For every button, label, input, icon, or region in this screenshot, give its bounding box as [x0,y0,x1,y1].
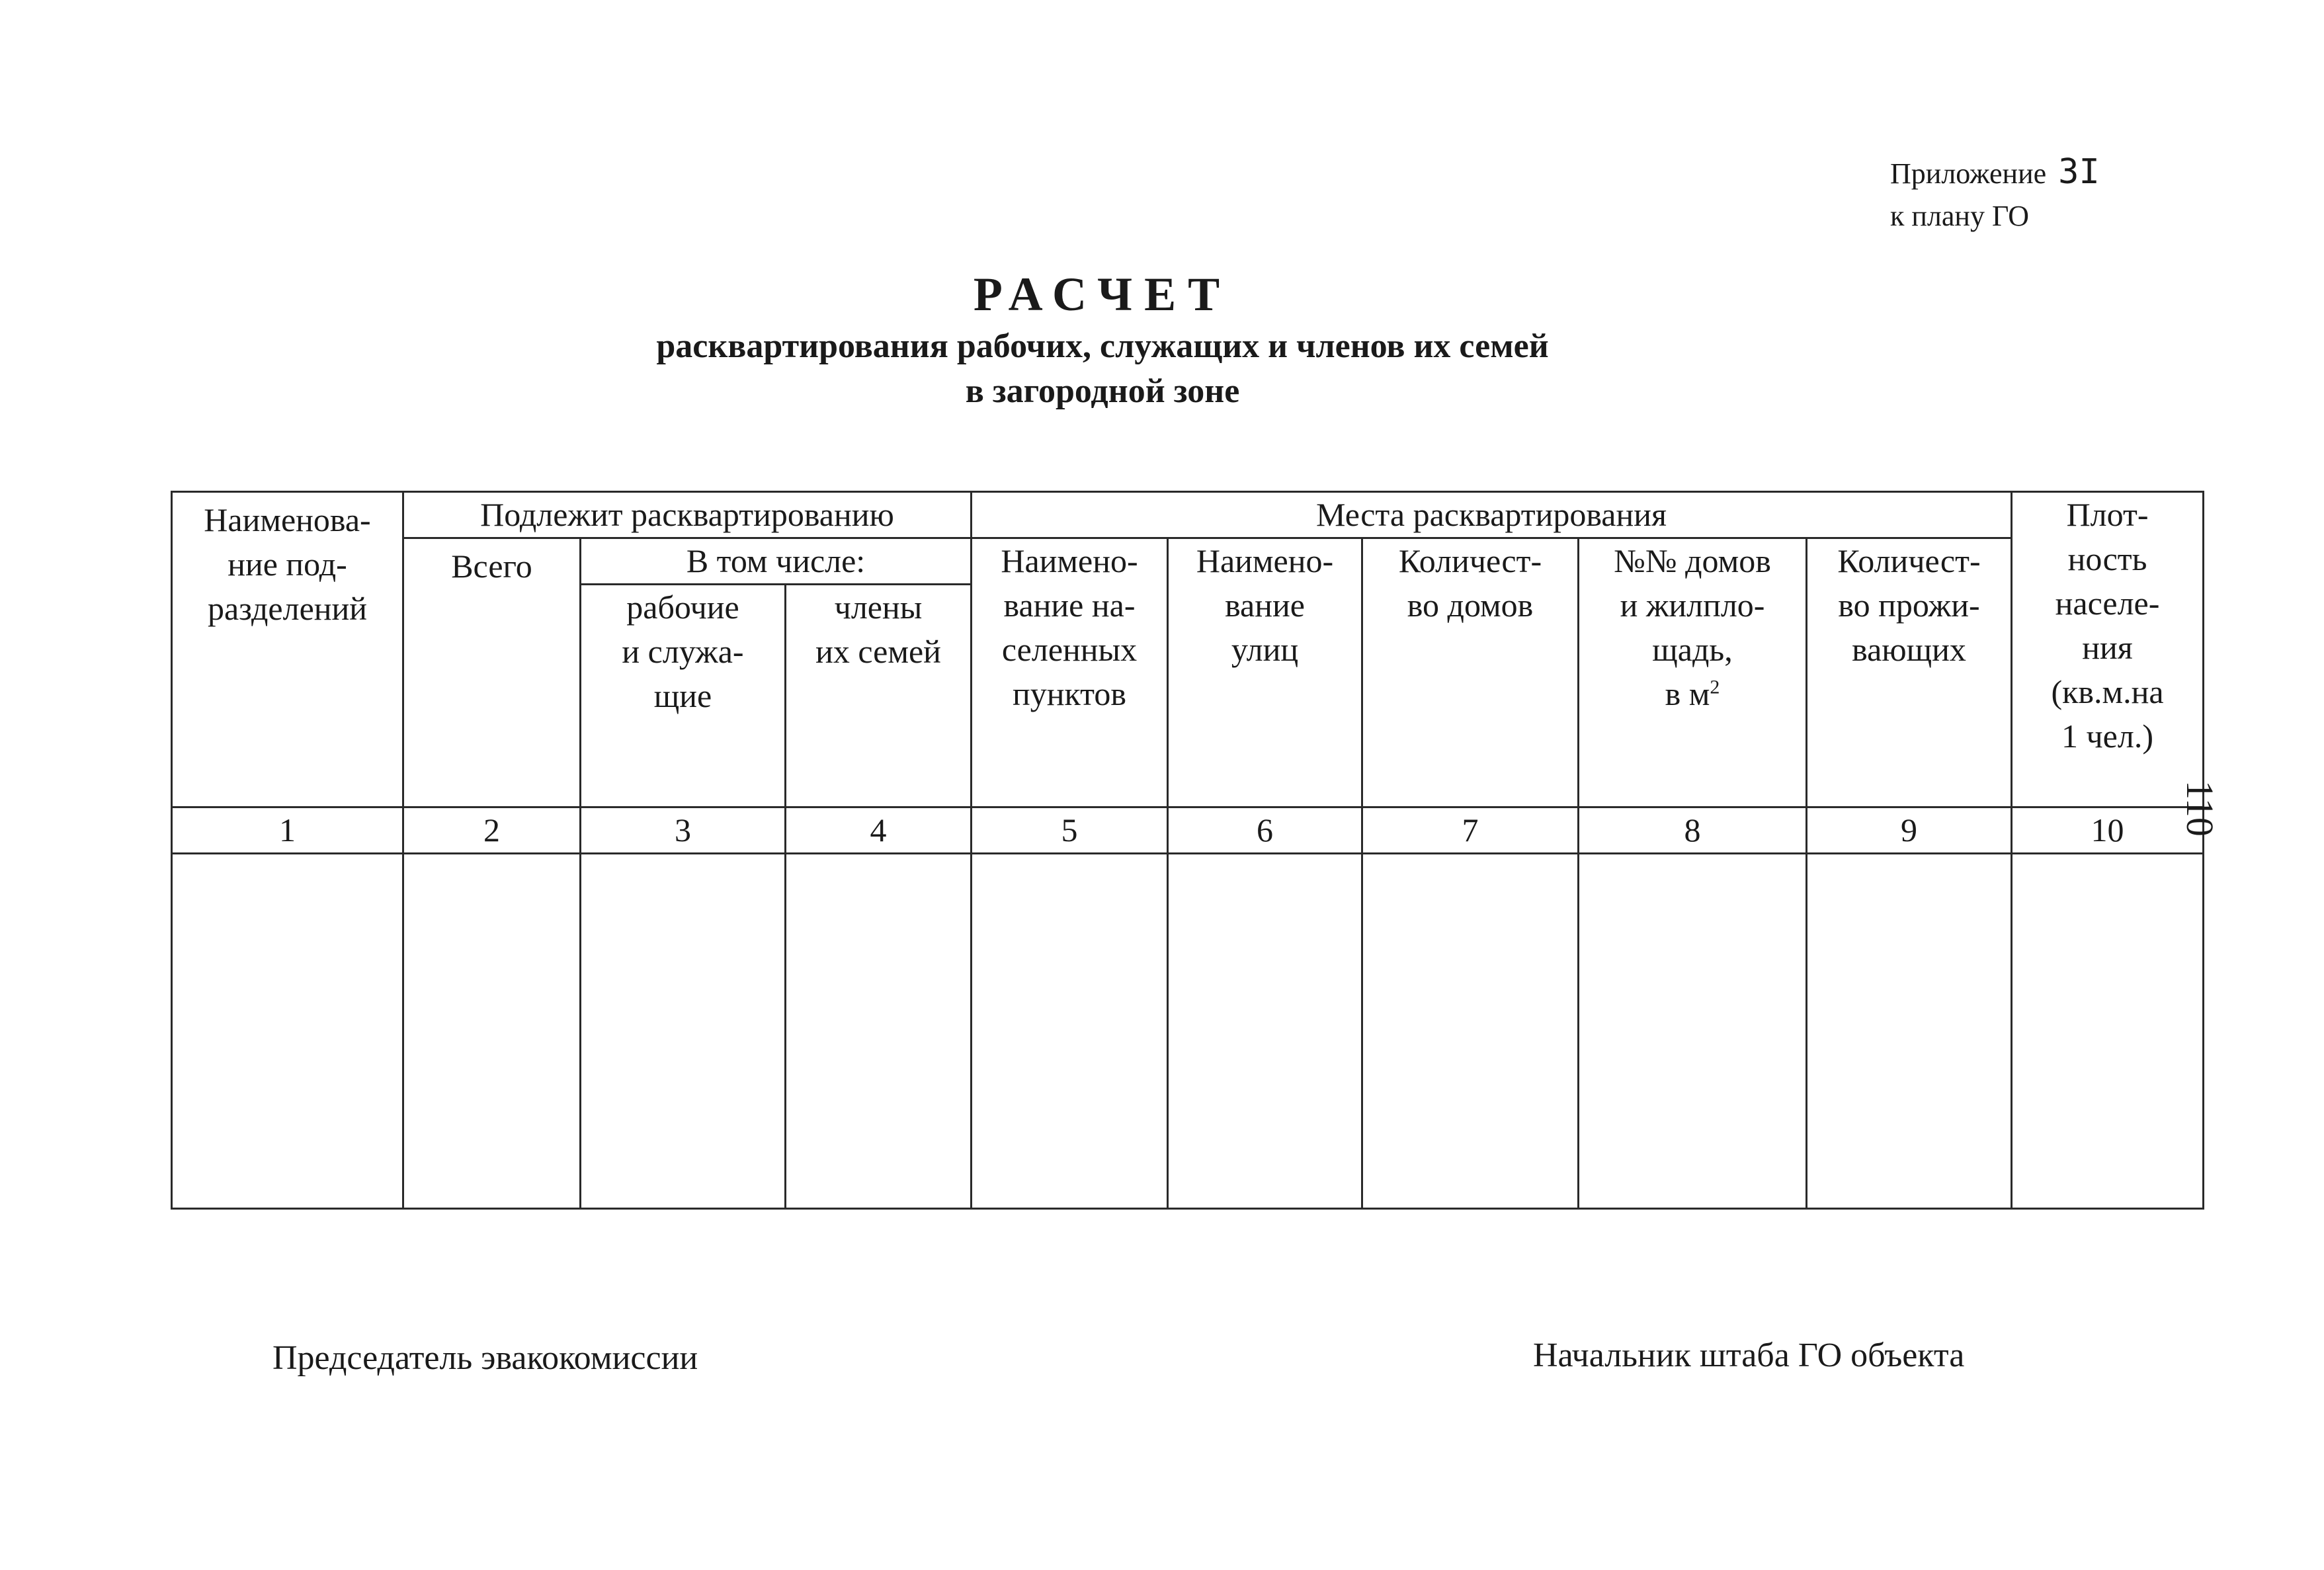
signature-chairman: Председатель эвакокомиссии [272,1339,698,1377]
header-subdivision-name: Наименова- ние под- разделений [172,492,403,807]
header-family: члены их семей [786,585,972,807]
table-cell-empty [581,854,786,1209]
column-number: 10 [2012,807,2204,854]
table-cell-empty [172,854,403,1209]
column-number: 7 [1362,807,1579,854]
column-number: 3 [581,807,786,854]
page-number: 110 [2179,780,2221,837]
table-cell-empty [403,854,581,1209]
header-settlements: Наимено- вание на- селенных пунктов [972,538,1168,807]
header-group-subject: Подлежит расквартированию [403,492,972,538]
table-cell-empty [2012,854,2204,1209]
table-cell-empty [1362,854,1579,1209]
table-cell-empty [1168,854,1362,1209]
column-number: 5 [972,807,1168,854]
header-streets: Наимено- вание улиц [1168,538,1362,807]
header-houses-count: Количест- во домов [1362,538,1579,807]
column-number-row [172,807,2204,854]
header-density: Плот- ность населе- ния (кв.м.на 1 чел.) [2012,492,2204,807]
column-number: 1 [172,807,403,854]
column-number: 6 [1168,807,1362,854]
header-workers: рабочие и служа- щие [581,585,786,807]
column-number: 9 [1807,807,2012,854]
annex-plan: к плану ГО [1890,200,2030,232]
annex-note [1890,151,2100,237]
table-cell-empty [972,854,1168,1209]
header-houses-numbers: №№ домов и жилпло- щадь, в $м^2$ [1579,538,1807,807]
column-number: 4 [786,807,972,854]
table-cell-empty [786,854,972,1209]
column-number: 2 [403,807,581,854]
annex-number: 3I [2058,152,2100,192]
header-total: Всего [403,538,581,807]
header-including: В том числе: [581,538,972,585]
page-subtitle-line-2: в загородной зоне [965,372,1240,410]
calculation-table [171,491,2204,1210]
table-cell-empty [1579,854,1807,1209]
column-number: 8 [1579,807,1807,854]
table-cell-empty [1807,854,2012,1209]
signature-chief-of-staff: Начальник штаба ГО объекта [1533,1337,1965,1374]
page-title: РАСЧЕТ [973,268,1232,321]
title-block [0,265,2324,414]
page-subtitle-line-1: расквартирования рабочих, служащих и членов их семей [656,327,1549,365]
header-residents: Количест- во прожи- вающих [1807,538,2012,807]
annex-label: Приложение [1890,157,2047,190]
header-group-places: Места расквартирования [972,492,2012,538]
table-body-row [172,854,2204,1209]
